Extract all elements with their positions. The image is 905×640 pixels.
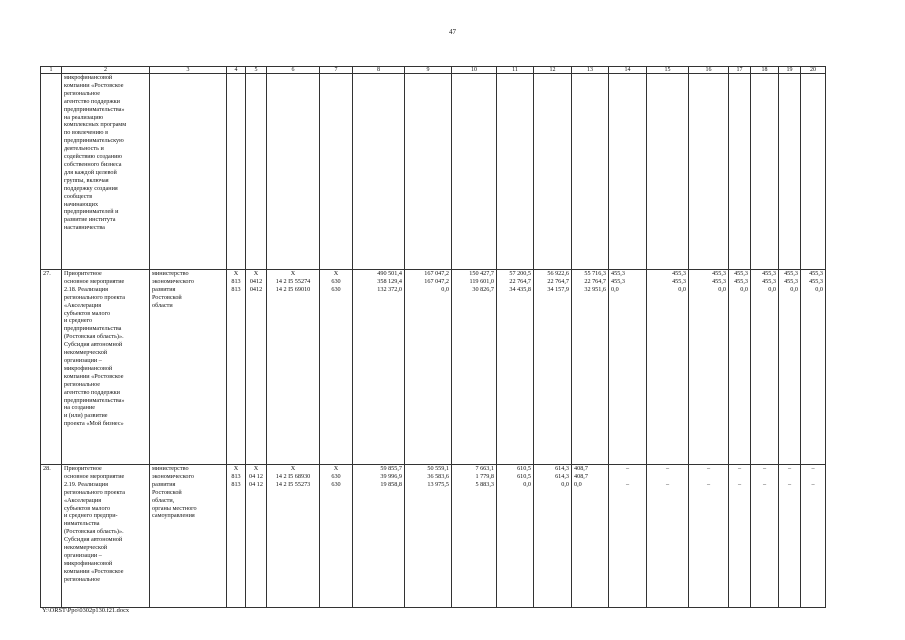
cell-value: 408,7 (574, 472, 588, 480)
cell-value: 0,0 (740, 285, 748, 293)
cell-line: субъектов малого (64, 309, 111, 317)
cell-value: 119 601,0 (469, 277, 494, 285)
header-cell: 1 (41, 67, 62, 74)
value-cell (801, 465, 826, 608)
value-cell (689, 270, 729, 465)
cell-value: 0,0 (790, 285, 798, 293)
cell-line: предпринимательскую (64, 137, 124, 145)
cell-line: развития (152, 285, 176, 293)
cell-value: 455,3 (611, 277, 625, 285)
cell-value: 04 12 (249, 480, 263, 488)
row-responsible (150, 465, 227, 608)
cell-line: поддержку создания (64, 184, 118, 192)
cell-value: – (811, 465, 815, 472)
value-cell (497, 270, 534, 465)
value-cell (227, 270, 246, 465)
cell-value: 455,3 (734, 277, 748, 285)
value-cell (353, 465, 405, 608)
cell-value: 455,3 (762, 270, 776, 277)
cell-line: деятельность и (64, 145, 104, 153)
cell-value: 610,5 (517, 465, 531, 472)
cell-value: – (737, 465, 742, 472)
cell-line: и (или) развитие (64, 412, 108, 420)
cell-line: агентство поддержки (64, 388, 120, 396)
cell-line: Субсидия автономной (64, 341, 123, 349)
header-cell: 20 (801, 67, 826, 74)
cell-value: 0,0 (561, 480, 569, 488)
cell-value: 04 12 (249, 472, 263, 480)
cell-value: Х (333, 270, 339, 277)
cell-value: 408,7 (574, 465, 588, 472)
cell-value: 167 047,2 (424, 277, 449, 285)
cell-value: – (787, 465, 792, 472)
cell-line: и среднего предпри- (64, 512, 118, 520)
value-cell (227, 465, 246, 608)
cell-line: (Ростовская область)». (64, 333, 124, 341)
value-cell (572, 270, 609, 465)
table-row-continued (41, 74, 826, 270)
cell-value: 150 427,7 (469, 270, 494, 277)
value-cell (647, 465, 689, 608)
cell-line: организации – (64, 551, 102, 559)
cell-value: 14 2 I5 68930 (275, 472, 311, 480)
cell-value: 56 922,6 (547, 270, 569, 277)
value-cell (534, 270, 572, 465)
cell-value: 36 583,6 (427, 472, 449, 480)
cell-line: региональное (64, 380, 101, 388)
value-cell (353, 270, 405, 465)
header-cell: 5 (246, 67, 267, 74)
value-cell (405, 270, 452, 465)
cell-line: регионального проекта (64, 488, 126, 496)
cell-line: на создание (64, 404, 96, 412)
cell-value: 455,3 (712, 270, 726, 277)
value-cell (647, 270, 689, 465)
cell-value: 167 047,2 (424, 270, 449, 277)
cell-value: 455,3 (734, 270, 748, 277)
cell-line: нимательства (64, 520, 100, 528)
cell-value: 32 951,6 (584, 285, 606, 293)
cell-value: 0,0 (815, 285, 823, 293)
cell-line: по вовлечению в (64, 129, 109, 137)
cell-value: – (706, 465, 711, 472)
cell-value: 614,3 (555, 465, 569, 472)
header-cell: 4 (227, 67, 246, 74)
cell-value: – (811, 480, 815, 488)
cell-line: (Ростовская область)». (64, 528, 124, 536)
cell-value (611, 473, 644, 481)
cell-line: организации – (64, 356, 102, 364)
value-cell (609, 270, 647, 465)
cell-line: предпринимательства» (64, 396, 125, 404)
cell-value (753, 473, 776, 481)
cell-value: 0,0 (441, 285, 449, 293)
cell-line: предпринимателей и (64, 208, 119, 216)
cell-line: области, (152, 496, 175, 504)
value-cell (497, 465, 534, 608)
cell-line: агентство поддержки (64, 97, 120, 105)
value-cell (452, 270, 497, 465)
cell-value: 455,3 (611, 270, 625, 277)
header-row (41, 67, 826, 74)
cell-value: Х (333, 465, 339, 472)
value-cell (779, 465, 801, 608)
row-responsible (150, 270, 227, 465)
cell-line: области (152, 301, 173, 309)
cell-value: 14 2 I5 69010 (275, 285, 311, 293)
cell-value: Х (233, 270, 239, 277)
cell-line: Субсидия автономной (64, 536, 123, 544)
cell-value: 22 764,7 (509, 277, 531, 285)
cell-value: – (706, 480, 711, 488)
file-path-footer: Y:\ORST\Ppo\0302p130.f21.docx (42, 607, 130, 614)
cell-line: Ростовской (152, 488, 182, 496)
header-cell: 18 (751, 67, 779, 74)
cell-line: экономического (152, 472, 194, 480)
cell-value: 0,0 (574, 480, 582, 488)
row-description (62, 270, 150, 465)
cell-line: основное мероприятие (64, 472, 125, 480)
header-cell: 12 (534, 67, 572, 74)
cell-value: 14 2 I5 55274 (275, 277, 311, 285)
cell-value (781, 473, 798, 481)
cell-value: 614,3 (555, 472, 569, 480)
header-cell: 6 (267, 67, 320, 74)
header-cell: 16 (689, 67, 729, 74)
cell-value: – (665, 465, 670, 472)
header-cell: 17 (729, 67, 751, 74)
cell-line: «Акселерация (64, 496, 102, 504)
cell-value: Х (233, 465, 239, 472)
header-cell: 3 (150, 67, 227, 74)
cell-value (803, 473, 823, 481)
cell-value: 358 129,4 (377, 277, 402, 285)
page-number: 47 (449, 28, 456, 36)
cell-value: 19 858,8 (380, 480, 402, 488)
cell-value: 455,3 (784, 277, 798, 285)
header-cell: 9 (405, 67, 452, 74)
cell-value: 1 779,8 (475, 472, 494, 480)
row-number: 28. (41, 465, 62, 608)
cell-value: 132 372,0 (377, 285, 402, 293)
cell-value: 630 (331, 480, 341, 488)
value-cell (609, 465, 647, 608)
value-cell (572, 465, 609, 608)
cell-value: 813 (231, 285, 241, 293)
cell-line: начинающих (64, 200, 99, 208)
value-cell (729, 270, 751, 465)
value-cell (246, 270, 267, 465)
row-description (62, 465, 150, 608)
cell-line: микрофинансовой (64, 559, 113, 567)
cell-line: региональное (64, 575, 101, 583)
cell-line: предпринимательства (64, 325, 122, 333)
cell-value: 30 826,7 (472, 285, 494, 293)
value-cell (801, 270, 826, 465)
cell-value: 455,3 (672, 270, 686, 277)
value-cell (729, 465, 751, 608)
cell-line: компании «Ростовское (64, 372, 124, 380)
cell-line: и среднего (64, 317, 93, 325)
header-cell: 11 (497, 67, 534, 74)
header-cell: 19 (779, 67, 801, 74)
cell-line: предпринимательства» (64, 105, 125, 113)
value-cell (246, 465, 267, 608)
header-cell: 8 (353, 67, 405, 74)
value-cell (267, 465, 320, 608)
cell-line: Ростовской (152, 293, 182, 301)
value-cell (689, 465, 729, 608)
value-cell (452, 465, 497, 608)
cell-line: самоуправления (152, 512, 195, 520)
cell-value: 813 (231, 480, 241, 488)
cell-value: 22 764,7 (547, 277, 569, 285)
value-cell (751, 465, 779, 608)
cell-line: компании «Ростовское (64, 81, 124, 89)
cell-line: сообществ (64, 192, 93, 200)
cell-line: развитие института (64, 216, 116, 224)
continued-description (62, 74, 150, 270)
cell-value: 455,3 (762, 277, 776, 285)
cell-value: – (787, 480, 792, 488)
cell-line: Приоритетное (64, 270, 102, 277)
cell-value: 14 2 I5 55273 (275, 480, 311, 488)
cell-value: – (762, 480, 767, 488)
header-cell: 15 (647, 67, 689, 74)
cell-value: 13 975,5 (427, 480, 449, 488)
cell-value: 813 (231, 472, 241, 480)
cell-line: 2.18. Реализация (64, 285, 108, 293)
cell-line: развития (152, 480, 176, 488)
cell-line: некоммерческой (64, 349, 108, 357)
cell-value: – (665, 480, 670, 488)
cell-value: 0,0 (611, 285, 619, 293)
cell-value: – (737, 480, 742, 488)
cell-value: 630 (331, 277, 341, 285)
cell-line: региональное (64, 89, 101, 97)
cell-value: 610,5 (517, 472, 531, 480)
cell-value: 630 (331, 472, 341, 480)
cell-value: 7 663,1 (475, 465, 494, 472)
cell-value (731, 473, 748, 481)
row-number: 27. (41, 270, 62, 465)
cell-line: экономического (152, 277, 194, 285)
value-cell (405, 465, 452, 608)
cell-line: микрофинансовой (64, 364, 113, 372)
cell-value: 455,3 (712, 277, 726, 285)
cell-value: 0412 (249, 277, 263, 285)
cell-value: 0,0 (678, 285, 686, 293)
cell-value: 455,3 (784, 270, 798, 277)
cell-line: для каждой целевой (64, 168, 117, 176)
cell-line: микрофинансовой (64, 74, 113, 81)
cell-line: собственного бизнеса (64, 160, 122, 168)
cell-value: 55 716,3 (584, 270, 606, 277)
cell-line: компании «Ростовское (64, 567, 124, 575)
cell-value: – (625, 480, 630, 488)
cell-value: 34 157,9 (547, 285, 569, 293)
cell-line: субъектов малого (64, 504, 111, 512)
cell-line: Приоритетное (64, 465, 102, 472)
cell-line: на реализацию (64, 113, 104, 121)
value-cell (267, 270, 320, 465)
cell-value: 0,0 (768, 285, 776, 293)
cell-line: наставничества (64, 224, 105, 232)
header-cell: 10 (452, 67, 497, 74)
cell-line: проекта «Мой бизнес» (64, 420, 124, 428)
budget-table (40, 66, 826, 608)
cell-line: некоммерческой (64, 544, 108, 552)
header-cell: 14 (609, 67, 647, 74)
cell-line: министерство (152, 270, 189, 277)
cell-value: – (625, 465, 630, 472)
cell-value (691, 473, 726, 481)
table-row-28 (41, 465, 826, 608)
cell-value: – (762, 465, 767, 472)
cell-value (649, 473, 686, 481)
cell-value: 5 883,3 (475, 480, 494, 488)
table-row-27 (41, 270, 826, 465)
cell-value: 39 996,9 (380, 472, 402, 480)
header-cell: 7 (320, 67, 353, 74)
cell-value: Х (290, 465, 296, 472)
cell-value: 455,3 (672, 277, 686, 285)
cell-line: комплексных программ (64, 121, 127, 129)
cell-line: 2.19. Реализация (64, 480, 108, 488)
value-cell (779, 270, 801, 465)
value-cell (320, 465, 353, 608)
cell-line: регионального проекта (64, 293, 126, 301)
cell-value: Х (290, 270, 296, 277)
cell-line: основное мероприятие (64, 277, 125, 285)
header-cell: 13 (572, 67, 609, 74)
cell-value: 57 200,5 (509, 270, 531, 277)
cell-value: 630 (331, 285, 341, 293)
cell-value: 455,3 (809, 277, 823, 285)
cell-value: 0412 (249, 285, 263, 293)
cell-value: 34 435,8 (509, 285, 531, 293)
cell-value: Х (253, 270, 259, 277)
cell-value: 22 764,7 (584, 277, 606, 285)
cell-value: 490 501,4 (377, 270, 402, 277)
cell-value: 813 (231, 277, 241, 285)
value-cell (534, 465, 572, 608)
cell-line: содействию созданию (64, 153, 123, 161)
cell-value: 0,0 (718, 285, 726, 293)
cell-value: 455,3 (809, 270, 823, 277)
cell-value: 0,0 (523, 480, 531, 488)
header-cell: 2 (62, 67, 150, 74)
cell-line: группы, включая (64, 176, 109, 184)
cell-value: Х (253, 465, 259, 472)
cell-value: 50 559,1 (427, 465, 449, 472)
cell-line: министерство (152, 465, 189, 472)
cell-line: органы местного (152, 504, 197, 512)
value-cell (751, 270, 779, 465)
value-cell (320, 270, 353, 465)
cell-value: 59 855,7 (380, 465, 402, 472)
cell-line: «Акселерация (64, 301, 102, 309)
